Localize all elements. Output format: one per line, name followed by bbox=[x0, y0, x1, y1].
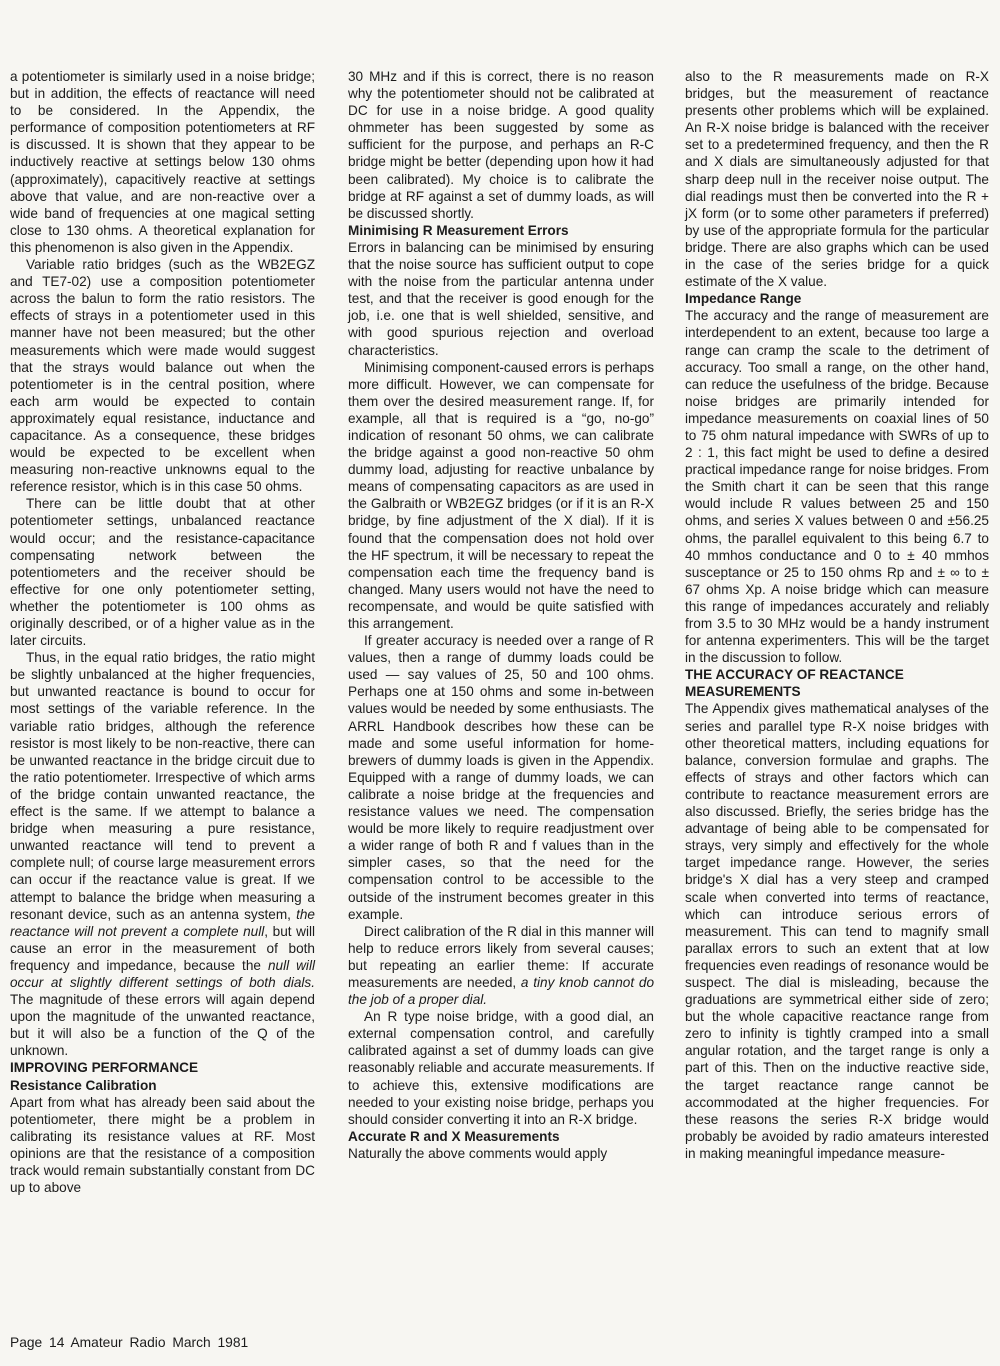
paragraph: Apart from what has already been said about the potentiometer, there might be a problem in calibrating its resistance values at RF. Most opinions are that the resistance of a composition track would remain substantially constant from DC up to above bbox=[10, 1094, 315, 1196]
emphasis-text: null will occur at slightly different settings of both dials. bbox=[10, 957, 315, 990]
text-run: The magnitude of these errors will again depend upon the magnitude of the unwanted reactance, but it will also be a function of the Q of the unknown. bbox=[10, 992, 315, 1059]
paragraph bbox=[348, 923, 654, 1008]
text-run: Direct calibration of the R dial in this manner will help to reduce errors likely from several causes; but repeating an earlier theme: If accurate measurements are needed, bbox=[348, 923, 654, 990]
paragraph: 30 MHz and if this is correct, there is no reason why the potentiometer should not be calibrated at DC for use in a noise bridge. A good quality ohmmeter has been suggested by some as sufficient for the purpose, and perhaps an R-C bridge might be better (depending upon how it had been calibrated). My choice is to calibrate the bridge at RF against a set of dummy loads, as will be discussed shortly. bbox=[348, 69, 654, 221]
section-heading: IMPROVING PERFORMANCE bbox=[10, 1060, 199, 1076]
paragraph: The accuracy and the range of measurement are interdependent to an extent, because too large a range can cramp the scale to the detriment of accuracy. Too small a range, on the other hand, can reduce the usefulness of the bridge. Because noise bridges are primarily intended for impedance measurements on coaxial lines of 50 to 75 ohm natural impedance with SWRs of up to 2 : 1, this fact might be used to define a desired practical impedance range for noise bridges. From the Smith chart it can be seen that this range would include R values between 25 and 150 ohms, and series X values between 0 and ±56.25 ohms, the parallel equivalent to this being 6.7 to 40 mmhos conductance and 0 to ± 40 mmhos susceptance or 25 to 150 ohms Rp and ± ∞ to ± 67 ohms Xp. A noise bridge which can measure this range of impedances accurately and reliably from 3.5 to 30 MHz would be a handy instrument for antenna experimenters. This will be the target in the discussion to follow. bbox=[685, 308, 989, 666]
paragraph: An R type noise bridge, with a good dial, an external compensation control, and carefully calibrated against a set of dummy loads can give reasonably reliable and accurate measurements. If to achieve this, extensive modifications are needed to your existing noise bridge, perhaps you should consider converting it into an R-X bridge. bbox=[348, 1009, 654, 1127]
page-footer: Page 14 Amateur Radio March 1981 bbox=[10, 1335, 249, 1350]
emphasis-text: the reactance will not prevent a complete null bbox=[10, 906, 315, 939]
text-run: Thus, in the equal ratio bridges, the ratio might be slightly unbalanced at the higher frequencies, but unwanted reactance is bound to occur for most settings of the variable reference. In the variable ratio bridges, although the reference resistor is most likely to be non-reactive, there can be unwanted reactance in the bridge circuit due to the ratio potentiometer. Irrespective of which arms of the bridge contain unwanted reactance, the effect is the same. If we attempt to balance a bridge when measuring a pure resistance, unwanted reactance will tend to prevent a complete null; of course large measurement errors can occur if the reactance value is great. If we attempt to balance the bridge when measuring a resonant device, such as an antenna system, bbox=[10, 650, 315, 922]
emphasis-text: a tiny knob cannot do the job of a proper dial. bbox=[348, 974, 655, 1008]
paragraph: The Appendix gives mathematical analyses of the series and parallel type R-X noise bridges with other theoretical matters, including equations for balance, conversion formulae and graphs. The effects of strays and other factors which can contribute to reactance measurement errors are also discussed. Briefly, the series bridge has the advantage of being able to be compensated for strays, very simply and effectively for the whole target impedance range. However, the series bridge's X dial has a very steep and cramped scale when converted into terms of reactance, which can introduce serious errors of measurement. This can tend to magnify small parallax errors to such an extent that at low frequencies even readings of resonance would be suspect. The dial is misleading, because the graduations are symmetrical either side of zero; but the whole capacitive reactance range from zero to infinity is tightly cramped into a small angular rotation, and the target range is only a part of this. Then on the inductive reactive side, the target reactance range cannot be accommodated at the higher frequencies. For these reasons the series R-X bridge would probably be avoided by radio amateurs interested in making meaningful impedance measure- bbox=[685, 701, 989, 1161]
subsection-heading: Resistance Calibration bbox=[10, 1077, 157, 1093]
section-heading: THE ACCURACY OF REACTANCE MEASUREMENTS bbox=[685, 667, 904, 700]
text-column-right bbox=[685, 68, 989, 1162]
paragraph: Minimising component-caused errors is perhaps more difficult. However, we can compensate for them over the desired measurement range. If, for example, all that is required is a “go, no-go” indication of resonant 50 ohms, we can calibrate the bridge against a good non-reactive 50 ohm dummy load, adjusting for reactive unbalance by means of compensating capacitors as are used in the Galbraith or WB2EGZ bridges (or if it is an R-X bridge, by fine adjustment of the X dial). If it is found that the compensation does not hold over the HF spectrum, it will be necessary to repeat the compensation each time the frequency band is changed. Many users would not have the need to recompensate, and would be quite satisfied with this arrangement. bbox=[348, 359, 654, 631]
paragraph: Naturally the above comments would apply bbox=[348, 1145, 608, 1161]
paragraph: Variable ratio bridges (such as the WB2EGZ and TE7-02) use a composition potentiometer across the balun to form the ratio resistors. The effects of strays in a potentiometer used in this manner have not been measured; but the other measurements which were made would suggest that the strays would balance out when the potentiometer is in the central position, where each arm would be expected to contain approximately equal resistance, inductance and capacitance. As a consequence, these bridges would be expected to be excellent when measuring non-reactive unknowns equal to the reference resistor, which is in this case 50 ohms. bbox=[10, 257, 315, 495]
paragraph: If greater accuracy is needed over a range of R values, then a range of dummy loads could be used — say values of 25, 50 and 100 ohms. Perhaps one at 150 ohms and some in-between values would be needed by some enthusiasts. The ARRL Handbook describes how these can be made and some useful information for home-brewers of dummy loads is given in the Appendix. Equipped with a range of dummy loads, we can calibrate a noise bridge at the frequencies and resistance values we need. The compensation would be more likely to require readjustment over a wider range of both R and f values than in the simpler cases, so that the need for the compensation control to be accessible to the outside of the instrument becomes greater in this example. bbox=[348, 633, 654, 922]
subsection-heading: Impedance Range bbox=[685, 291, 802, 307]
subsection-heading: Minimising R Measurement Errors bbox=[348, 222, 569, 238]
text-column-middle bbox=[348, 68, 654, 1162]
paragraph: Errors in balancing can be minimised by ensuring that the noise source has sufficient output to cope with the noise from the particular antenna under test, and that the receiver is good enough for the job, i.e. one that is well shielded, sensitive, and with good spurious rejection and overload characteristics. bbox=[348, 239, 654, 358]
paragraph: a potentiometer is similarly used in a noise bridge; but in addition, the effects of reactance will need to be considered. In the Appendix, the performance of composition potentiometers at RF is discussed. It is shown that they appear to be inductively reactive at settings below 130 ohms (approximately), capacitively reactive at settings above that value, and are non-reactive over a wide band of frequencies at one magical setting close to 130 ohms. A theoretical explanation for this phenomenon is also given in the Appendix. bbox=[10, 69, 315, 255]
paragraph bbox=[10, 649, 315, 1059]
subsection-heading: Accurate R and X Measurements bbox=[348, 1128, 560, 1144]
paragraph: also to the R measurements made on R-X bridges, but the measurement of reactance presents other problems which will be explained. An R-X noise bridge is balanced with the receiver set to a predetermined frequency, and then the R and X dials are simultaneously adjusted for that sharp deep null in the receiver noise output. The dial readings must then be converted into the R + jX form (or to some other parameters if preferred) by use of the appropriate formula for the particular bridge. There are also graphs which can be used in the case of the series bridge for a quick estimate of the X value. bbox=[685, 69, 989, 290]
paragraph: There can be little doubt that at other potentiometer settings, unbalanced reactance would occur; and the resistance-capacitance compensating network between the potentiometers and the receiver should be effective for one only potentiometer setting, whether the potentiometer is 100 ohms as originally described, or of a higher value as in the later circuits. bbox=[10, 496, 315, 649]
text-column-left bbox=[10, 68, 315, 1196]
text-run: , but will cause an error in the measurement of both frequency and impedance, because the bbox=[10, 923, 316, 973]
